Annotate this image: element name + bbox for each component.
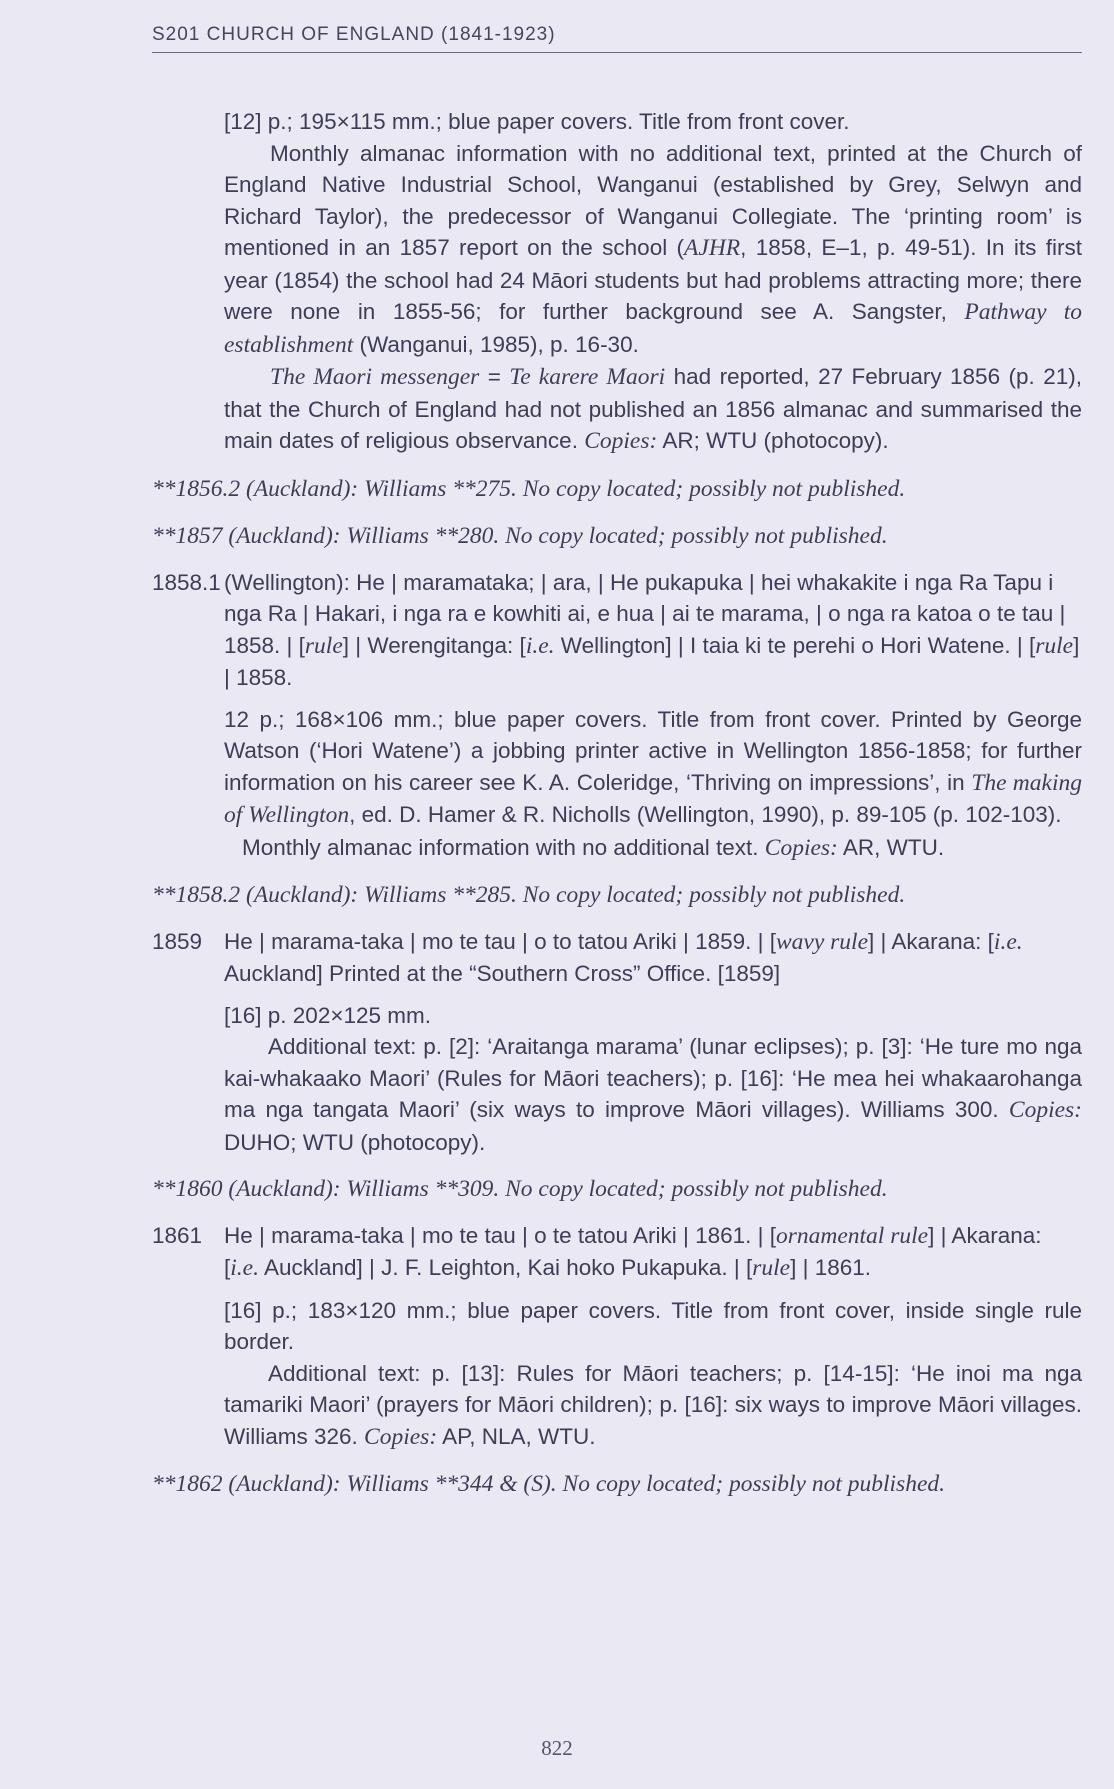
intro-entry-continuation (152, 106, 1082, 458)
note-part: Additional text: p. [2]: ‘Araitanga marama’ (lunar eclipses); p. [3]: ‘He ture mo nga kai-whakaako Maori’ (Rules for Māori teachers); p. [16]: ‘He mea hei whakaarohanga ma nga tangata Maori’ (six ways to improve Māori villages). Williams 300. (224, 1034, 1082, 1122)
nocopy-entry-1860: **1860 (Auckland): Williams **309. No copy located; possibly not published. (152, 1176, 888, 1202)
intro-p2-f: AR; WTU (photocopy). (657, 428, 889, 453)
note-part: Copies: (1008, 1097, 1082, 1123)
entry-physical-description: [16] p.; 183×120 mm.; blue paper covers. Title from front cover, inside single rule border. (224, 1297, 1082, 1354)
entry-year: 1858.1 (152, 569, 221, 595)
entry-note (224, 1358, 1082, 1454)
title-part: He | marama-taka | mo te tau | o to tatou Ariki | 1859. | [ (224, 928, 776, 954)
intro-p1-d: Pathway to establishment (224, 299, 1082, 358)
title-part: He | marama-taka | mo te tau | o te tatou Ariki | 1861. | [ (224, 1222, 776, 1248)
intro-p1-c: , 1858, E–1, p. 49-51). In its first year (1854) the school had 24 Māori students but had problems attracting more; there were none in 1855-56; for further background see A. Sangster, (224, 235, 1082, 324)
intro-p2-b: = (479, 364, 510, 389)
nocopy-entry-1857: **1857 (Auckland): Williams **280. No copy located; possibly not published. (152, 523, 888, 549)
page-number: 822 (541, 1736, 573, 1760)
title-part: Auckland] Printed at the “Southern Cross” Office. [1859] (224, 961, 781, 986)
title-part: ] | Werengitanga: [ (342, 632, 526, 658)
intro-description: [12] p.; 195×115 mm.; blue paper covers. Title from front cover. (224, 109, 850, 134)
note-part: AP, NLA, WTU. (437, 1423, 596, 1449)
title-part: rule (1035, 632, 1074, 659)
page-content (152, 106, 1082, 1501)
title-part: Auckland] | J. F. Leighton, Kai hoko Pukapuka. | [ (258, 1255, 753, 1280)
nocopy-entry-1858-2: **1858.2 (Auckland): Williams **285. No copy located; possibly not published. (152, 882, 906, 908)
title-part: ] | Akarana: [ (224, 1222, 1042, 1280)
entry-description (224, 704, 1082, 865)
entry-note (224, 1031, 1082, 1158)
entry-title (224, 567, 1082, 694)
entry-physical-description: [16] p. 202×125 mm. (224, 1002, 432, 1028)
intro-p1-a: Monthly almanac information with no additional text, printed at the Church of England Native Industrial School, Wanganui (established by Grey, Selwyn and Richard Taylor), the predecessor of Wanganui Collegiate. The ‘printing room’ is mentioned in an 1857 report on the school ( (224, 140, 1082, 260)
title-part: i.e. (525, 632, 555, 659)
nocopy-entry-1862: **1862 (Auckland): Williams **344 & (S). No copy located; possibly not published. (152, 1471, 946, 1497)
title-part: ] | 1861. (790, 1255, 871, 1280)
entry-1861 (152, 1220, 1082, 1454)
title-part: ] | Akarana: [ (868, 928, 994, 954)
intro-p2-c: Te karere Maori (509, 364, 666, 390)
note-part: Additional text: p. [13]: Rules for Māori teachers; p. [14-15]: ‘He inoi ma nga tamariki Maori’ (prayers for Māori children); p. [16]: six ways to improve Māori villages. Williams 326. (224, 1360, 1082, 1449)
intro-p2-e: Copies: (584, 428, 658, 454)
title-part: rule (304, 632, 343, 659)
entry-description (224, 1000, 1082, 1159)
entry-year: 1859 (152, 928, 203, 954)
title-part: ] | 1858. (224, 632, 1080, 690)
note-part: AR, WTU. (837, 834, 945, 860)
entry-note (224, 832, 1082, 865)
desc-part: The making of Wellington (224, 769, 1082, 828)
note-part: DUHO; WTU (photocopy). (224, 1129, 486, 1155)
intro-p1-e: (Wanganui, 1985), p. 16-30. (353, 331, 639, 357)
intro-paragraph-1 (224, 138, 1082, 362)
note-part: Copies: (764, 834, 838, 861)
entry-1859 (152, 926, 1082, 1159)
title-part: rule (752, 1255, 791, 1281)
entry-title (224, 1220, 1082, 1285)
entry-description (224, 1295, 1082, 1454)
intro-paragraph-2 (224, 361, 1082, 458)
title-part: (Wellington): He | maramataka; | ara, | He pukapuka | hei whakakite i nga Ra Tapu i nga Ra | Hakari, i nga ra e kowhiti ai, e hua | ai te marama, | o nga ra katoa o te tau | 1858. | [ (224, 569, 1066, 658)
intro-p1-b: AJHR (684, 235, 741, 261)
desc-part: 12 p.; 168×106 mm.; blue paper covers. Title from front cover. Printed by George Watson (‘Hori Watene’) a jobbing printer active in Wellington 1856-1858; for further information on his career see K. A. Coleridge, ‘Thriving on impressions’, in (224, 706, 1082, 795)
note-part: Monthly almanac information with no additional text. (242, 834, 765, 860)
intro-p2-a: The Maori messenger (270, 364, 480, 390)
title-part: i.e. (993, 928, 1023, 955)
entry-physical-description (224, 704, 1082, 832)
title-part: ornamental rule (775, 1222, 929, 1249)
title-part: i.e. (230, 1255, 259, 1281)
entry-year: 1861 (152, 1222, 203, 1248)
title-part: wavy rule (775, 928, 868, 955)
nocopy-entry-1856-2: **1856.2 (Auckland): Williams **275. No copy located; possibly not published. (152, 475, 906, 502)
intro-p2-d: had reported, 27 February 1856 (p. 21), that the Church of England had not published an 1856 almanac and summarised the main dates of religious observance. (224, 364, 1082, 453)
desc-part: , ed. D. Hamer & R. Nicholls (Wellington, 1990), p. 89-105 (p. 102-103). (349, 802, 1062, 827)
entry-1858-1 (152, 567, 1082, 865)
note-part: Copies: (364, 1423, 438, 1450)
entry-title (224, 926, 1082, 990)
running-head: S201 CHURCH OF ENGLAND (1841-1923) (152, 24, 1082, 53)
title-part: Wellington] | I taia ki te perehi o Hori Watene. | [ (554, 632, 1036, 658)
